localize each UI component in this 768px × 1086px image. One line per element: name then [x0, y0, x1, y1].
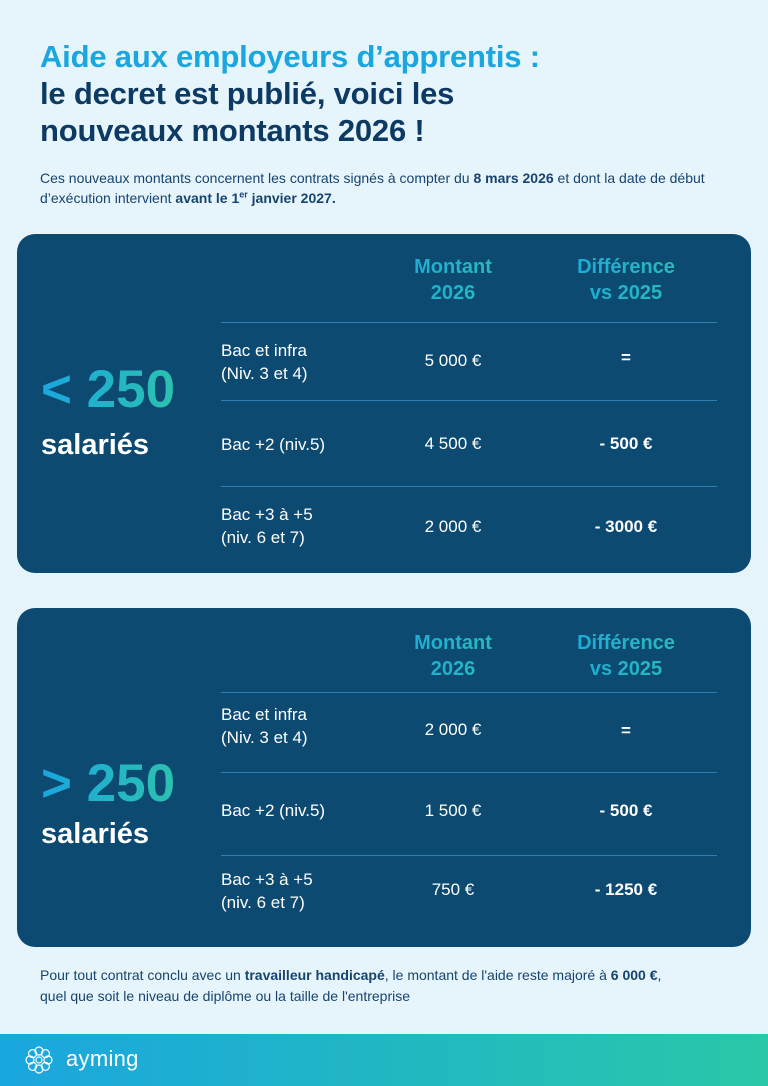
row-label: [221, 799, 325, 822]
footnote-highlight-2: 6 000 €: [610, 967, 658, 983]
footnote: [40, 965, 740, 1007]
row-label-line2: (Niv. 3 et 4): [221, 728, 308, 747]
row-label: [221, 503, 313, 549]
row-label: [221, 868, 313, 914]
title-line-2: le decret est publié, voici les: [40, 76, 455, 111]
row-difference: =: [621, 721, 631, 740]
row-label-line1: Bac +3 à +5: [221, 870, 313, 889]
column-header-diff: [546, 254, 706, 306]
row-label-line2: (Niv. 3 et 4): [221, 364, 308, 383]
intro-part-1: Ces nouveaux montants concernent les contrats signés à compter du: [40, 170, 474, 186]
column-header-diff-line1: Différence: [577, 256, 675, 278]
footnote-line-2: quel que soit le niveau de diplôme ou la taille de l'entreprise: [40, 988, 411, 1004]
divider: [221, 692, 717, 693]
divider: [221, 486, 717, 487]
intro-deadline: [175, 190, 335, 206]
intro-date: 8 mars 2026: [473, 170, 554, 186]
brand-name: ayming: [66, 1046, 139, 1071]
column-header-amount-line2: 2026: [430, 658, 476, 680]
divider: [221, 322, 717, 323]
title-line-3: nouveaux montants 2026 !: [40, 113, 425, 148]
row-difference: - 500 €: [599, 434, 653, 453]
company-size-value: > 250: [41, 754, 176, 813]
intro-deadline-b: janvier 2027.: [247, 190, 336, 206]
column-header-amount-line1: Montant: [414, 256, 492, 278]
row-label-line1: Bac +2 (niv.5): [221, 435, 326, 454]
column-header-diff-line1: Différence: [577, 632, 675, 654]
row-difference: - 1250 €: [594, 880, 658, 899]
row-amount: 2 000 €: [424, 720, 482, 739]
row-amount: 1 500 €: [424, 801, 482, 820]
column-header-diff-line2: vs 2025: [589, 282, 663, 304]
row-difference: =: [621, 348, 631, 367]
footnote-part-1: Pour tout contrat conclu avec un: [40, 967, 245, 983]
row-label-line1: Bac +3 à +5: [221, 505, 313, 524]
divider: [221, 855, 717, 856]
table-card-large-companies: [17, 608, 751, 947]
row-difference: - 500 €: [599, 801, 653, 820]
ayming-flower-icon: [22, 1043, 56, 1077]
row-label-line2: (niv. 6 et 7): [221, 893, 305, 912]
column-header-amount: [373, 254, 533, 306]
column-header-amount: [373, 630, 533, 682]
divider: [221, 772, 717, 773]
row-label-line1: Bac et infra: [221, 705, 307, 724]
row-amount: 750 €: [431, 880, 475, 899]
footnote-part-2: , le montant de l'aide reste majoré à: [384, 967, 611, 983]
divider: [221, 400, 717, 401]
footnote-part-3: ,: [657, 967, 662, 983]
table-card-small-companies: [17, 234, 751, 573]
row-difference: - 3000 €: [594, 517, 658, 536]
title-line-1: Aide aux employeurs d’apprentis :: [40, 39, 540, 74]
intro-part-2: et dont la date de début d’exécution intervient: [40, 170, 705, 206]
row-amount: 5 000 €: [424, 351, 482, 370]
column-header-amount-line2: 2026: [430, 282, 476, 304]
row-label-line1: Bac et infra: [221, 341, 307, 360]
intro-deadline-sup: er: [239, 189, 248, 200]
footnote-highlight-1: travailleur handicapé: [244, 967, 385, 983]
page-title: [40, 38, 740, 149]
row-label-line1: Bac +2 (niv.5): [221, 801, 326, 820]
company-size-unit: salariés: [41, 818, 150, 850]
row-label: [221, 703, 308, 749]
row-label: [221, 339, 308, 385]
row-label-line2: (niv. 6 et 7): [221, 528, 305, 547]
column-header-diff: [546, 630, 706, 682]
intro-text: [40, 168, 740, 208]
row-label: [221, 433, 325, 456]
intro-deadline-a: avant le 1: [175, 190, 240, 206]
company-size-value: < 250: [41, 360, 176, 419]
column-header-diff-line2: vs 2025: [589, 658, 663, 680]
row-amount: 4 500 €: [424, 434, 482, 453]
row-amount: 2 000 €: [424, 517, 482, 536]
column-header-amount-line1: Montant: [414, 632, 492, 654]
company-size-unit: salariés: [41, 429, 150, 461]
footer-bar: [0, 1034, 768, 1086]
